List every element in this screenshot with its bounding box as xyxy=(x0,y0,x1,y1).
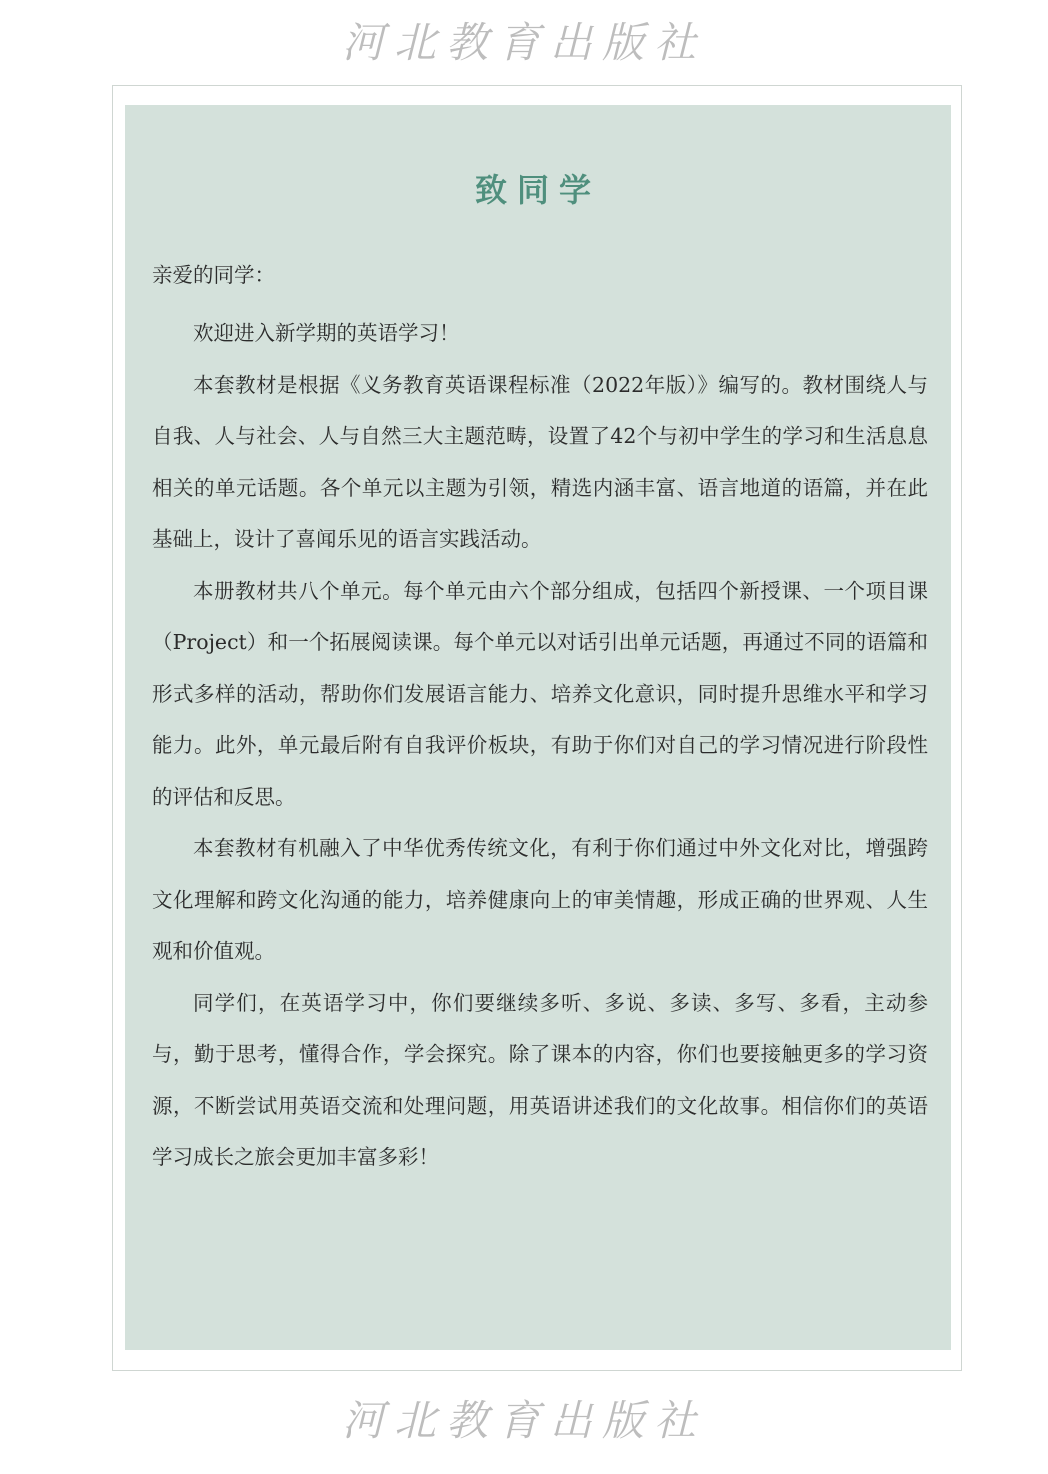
paragraph-culture: 本套教材有机融入了中华优秀传统文化，有利于你们通过中外文化对比，增强跨文化理解和跨文化沟通的能力，培养健康向上的审美情趣，形成正确的世界观、人生观和价值观。 xyxy=(152,836,928,963)
paragraph-encouragement: 同学们，在英语学习中，你们要继续多听、多说、多读、多写、多看，主动参与，勤于思考，懂得合作，学会探究。除了课本的内容，你们也要接触更多的学习资源，不断尝试用英语交流和处理问题，用英语讲述我们的文化故事。相信你们的英语学习成长之旅会更加丰富多彩！ xyxy=(152,990,928,1169)
salutation: 亲爱的同学： xyxy=(152,263,275,287)
paragraph-units-overview: 本册教材共八个单元。每个单元由六个部分组成，包括四个新授课、一个项目课（Project）和一个拓展阅读课。每个单元以对话引出单元话题，再通过不同的语篇和形式多样的活动，帮助你们发展语言能力、培养文化意识，同时提升思维水平和学习能力。此外，单元最后附有自我评价板块，有助于你们对自己的学习情况进行阶段性的评估和反思。 xyxy=(152,578,928,809)
publisher-logo-footer: 河北教育出版社 xyxy=(341,1396,706,1445)
letter-body xyxy=(152,256,928,1184)
letter-title: 致同学 xyxy=(474,171,601,209)
publisher-logo-header: 河北教育出版社 xyxy=(341,18,706,67)
paragraph-textbook-basis: 本套教材是根据《义务教育英语课程标准（2022年版）》编写的。教材围绕人与自我、人与社会、人与自然三大主题范畴，设置了42个与初中学生的学习和生活息息相关的单元话题。各个单元以主题为引领，精选内涵丰富、语言地道的语篇，并在此基础上，设计了喜闻乐见的语言实践活动。 xyxy=(152,372,928,551)
paragraph-welcome: 欢迎进入新学期的英语学习！ xyxy=(193,321,460,345)
